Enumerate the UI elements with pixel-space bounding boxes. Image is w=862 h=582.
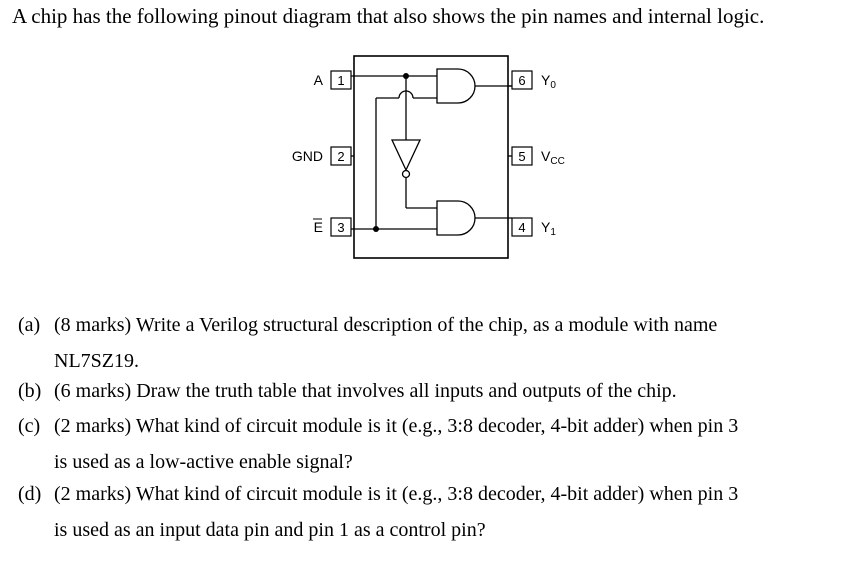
- intro-text: A chip has the following pinout diagram that also shows the pin names and internal logic.: [12, 4, 765, 28]
- pin-2-name: GND: [291, 148, 323, 164]
- and-gate-bottom: [437, 201, 475, 235]
- question-line: is used as an input data pin and pin 1 as a control pin?: [54, 519, 486, 541]
- pin-1-number: 1: [337, 73, 345, 88]
- inverter: [392, 140, 420, 170]
- pin-4-name: $Y_1$: [541, 219, 556, 238]
- question-label: (d): [18, 483, 42, 505]
- question-line: (6 marks) Draw the truth table that involves all inputs and outputs of the chip.: [54, 380, 677, 402]
- question-line: (2 marks) What kind of circuit module is it (e.g., 3:8 decoder, 4-bit adder) when pin 3: [54, 483, 739, 505]
- question-line: (2 marks) What kind of circuit module is it (e.g., 3:8 decoder, 4-bit adder) when pin 3: [54, 415, 739, 437]
- pin-3-number: 3: [337, 220, 345, 235]
- pin-1-name: A: [313, 72, 323, 88]
- question-b: [18, 373, 848, 409]
- question-line: (8 marks) Write a Verilog structural description of the chip, as a module with name: [54, 314, 718, 336]
- pin-5-name: $V_{CC}$: [541, 148, 565, 167]
- pin-2-number: 2: [337, 149, 345, 164]
- question-label: (a): [18, 314, 41, 336]
- question-c: [18, 408, 848, 480]
- pin-3-name: E: [313, 219, 323, 235]
- pin-6-number: 6: [518, 73, 526, 88]
- pin-6-name: $Y_0$: [541, 72, 556, 91]
- question-line: NL7SZ19.: [54, 350, 139, 372]
- question-a: [18, 307, 848, 379]
- question-label: (c): [18, 415, 41, 437]
- pin-5-number: 5: [518, 149, 526, 164]
- internal-logic: [351, 69, 512, 235]
- question-line: is used as a low-active enable signal?: [54, 451, 353, 473]
- and-gate-top: [437, 69, 475, 103]
- question-label: (b): [18, 380, 42, 402]
- junction-dot-bottom: [373, 226, 379, 232]
- pin-4-number: 4: [518, 220, 526, 235]
- junction-dot-top: [403, 73, 409, 79]
- question-d: [18, 476, 848, 548]
